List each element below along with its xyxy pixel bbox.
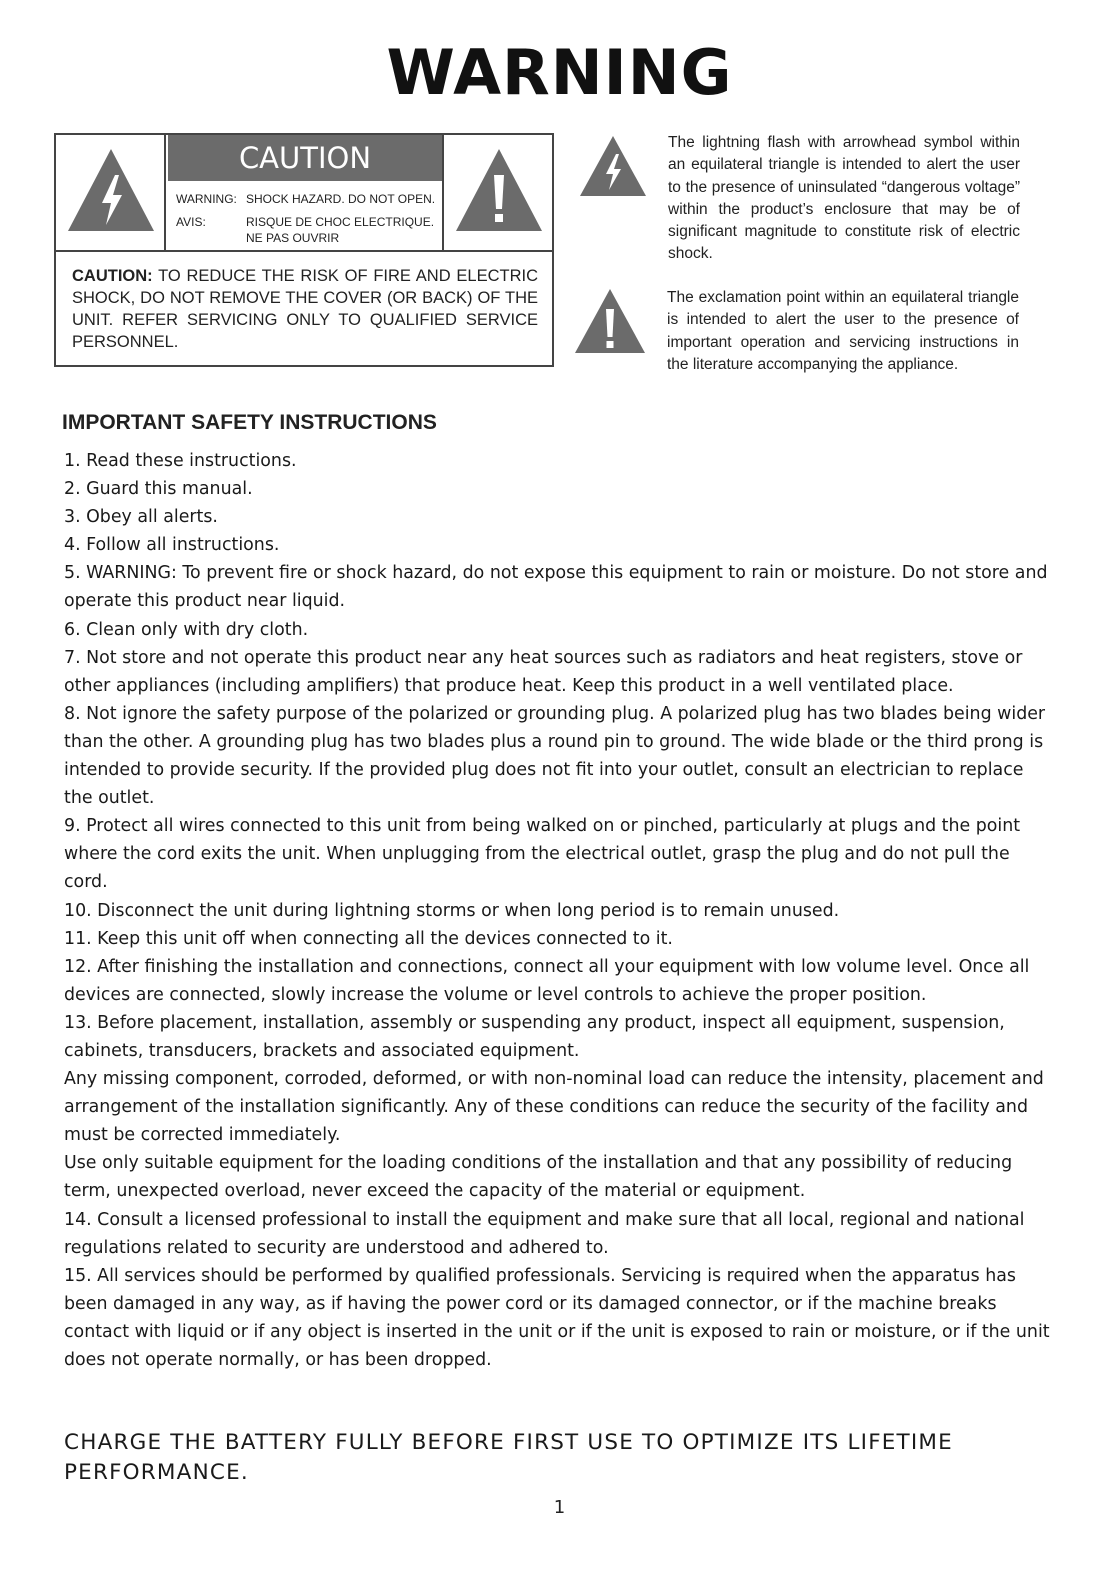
label-row-value: SHOCK HAZARD. DO NOT OPEN. <box>246 192 436 206</box>
list-item: 2. Guard this manual. <box>64 479 253 500</box>
page-title: WARNING <box>386 36 733 109</box>
list-item: 14. Consult a licensed professional to install the equipment and make sure that all local, regional and national regulations related to security are understood and adhered to. <box>64 1209 1025 1258</box>
list-item: 12. After finishing the installation and connections, connect all your equipment with low volume level. Once all devices are connected, slowly increase the volume or level controls to achieve the proper position. <box>64 956 1030 1005</box>
caution-text-body: TO REDUCE THE RISK OF FIRE AND ELECTRIC SHOCK, DO NOT REMOVE THE COVER (OR BACK) OF THE UNIT. REFER SERVICING ONLY TO QUALIFIED SERVICE PERSONNEL. <box>72 267 538 351</box>
lightning-triangle-icon <box>578 134 648 198</box>
label-row-key: WARNING: <box>176 192 237 206</box>
list-item: 1. Read these instructions. <box>64 451 297 471</box>
list-item: Any missing component, corroded, deformed, or with non-nominal load can reduce the intensity, placement and arrangement of the installation significantly. Any of these conditions can reduce the security of the facility and must be corrected immediately. <box>64 1069 1044 1146</box>
caution-text-lead: CAUTION: <box>72 267 153 285</box>
list-item: 5. WARNING: To prevent fire or shock hazard, do not expose this equipment to rain or moisture. Do not store and operate this product near liquid. <box>64 563 1048 612</box>
label-row-key: AVIS: <box>176 215 206 229</box>
caution-header: CAUTION <box>168 135 442 181</box>
caution-label-box <box>54 133 554 367</box>
safety-instructions-list <box>64 447 1056 1374</box>
caution-text <box>72 265 538 353</box>
caution-label-left-cell <box>56 135 166 250</box>
list-item: 10. Disconnect the unit during lightning storms or when long period is to remain unused. <box>64 900 840 921</box>
label-row-value: RISQUE DE CHOC ELECTRIQUE. NE PAS OUVRIR <box>246 215 435 245</box>
list-item: 15. All services should be performed by qualified professionals. Servicing is required when the apparatus has been damaged in any way, as if having the power cord or its damaged connector, or if the machine breaks contact with liquid or if any object is inserted in the unit or if the unit is exposed to rain or moisture, or if the unit does not operate normally, or has been dropped. <box>64 1265 1050 1370</box>
exclamation-triangle-icon <box>452 145 546 235</box>
safety-instructions-heading: IMPORTANT SAFETY INSTRUCTIONS <box>62 411 437 434</box>
page-number: 1 <box>553 1497 566 1518</box>
list-item: 8. Not ignore the safety purpose of the polarized or grounding plug. A polarized plug has two blades being wider than the other. A grounding plug has two blades plus a round pin to ground. The wide blade or the third prong is intended to provide security. If the provided plug does not fit into your outlet, consult an electrician to replace the outlet. <box>64 703 1046 809</box>
exclamation-triangle-icon <box>573 287 647 355</box>
battery-charge-note: CHARGE THE BATTERY FULLY BEFORE FIRST USE TO OPTIMIZE ITS LIFETIME PERFORMANCE. <box>64 1430 953 1485</box>
list-item: 4. Follow all instructions. <box>64 535 280 556</box>
lightning-triangle-icon <box>64 145 158 235</box>
caution-label-row-warning <box>176 191 446 207</box>
list-item: 13. Before placement, installation, assembly or suspending any product, inspect all equipment, suspension, cabinets, transducers, brackets and associated equipment. <box>64 1012 1005 1061</box>
symbol-explanation-text: The lightning flash with arrowhead symbol within an equilateral triangle is intended to alert the user to the presence of uninsulated “dangerous voltage” within the product’s enclosure that may be of significant magnitude to constitute risk of electric shock. <box>668 134 1020 263</box>
list-item: 11. Keep this unit off when connecting all the devices connected to it. <box>64 928 673 949</box>
list-item: 3. Obey all alerts. <box>64 507 218 528</box>
list-item: 9. Protect all wires connected to this unit from being walked on or pinched, particularly at plugs and the point where the cord exits the unit. When unplugging from the electrical outlet, grasp the plug and do not pull the cord. <box>64 816 1021 893</box>
list-item: 6. Clean only with dry cloth. <box>64 619 309 640</box>
symbol-explanation-text: The exclamation point within an equilateral triangle is intended to alert the user to the presence of important operation and servicing instructions in the literature accompanying the appliance. <box>667 289 1019 373</box>
caution-label-row-avis <box>176 214 446 246</box>
caution-label-right-cell <box>442 135 552 250</box>
list-item: Use only suitable equipment for the loading conditions of the installation and that any possibility of reducing term, unexpected overload, never exceed the capacity of the material or equipment. <box>64 1153 1013 1202</box>
caution-label-panel <box>56 135 552 252</box>
list-item: 7. Not store and not operate this product near any heat sources such as radiators and heat registers, stove or other appliances (including amplifiers) that produce heat. Keep this product in a well ventilated place. <box>64 647 1023 696</box>
